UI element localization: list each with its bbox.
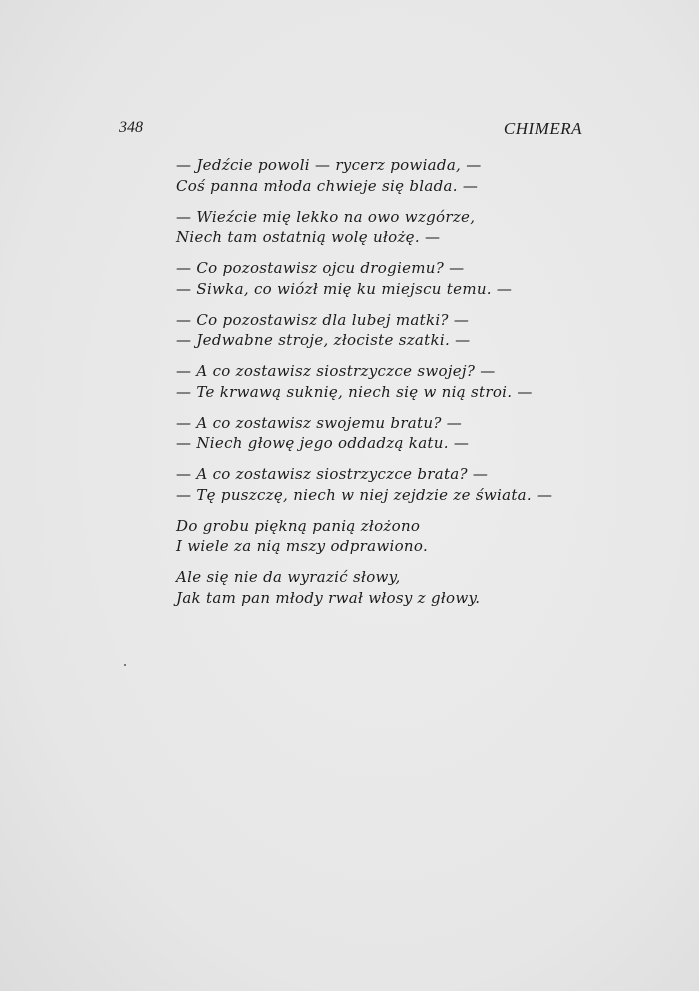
- stanza: [176, 413, 552, 454]
- stanza: [176, 464, 552, 505]
- paper-speck: [124, 664, 126, 666]
- verse-line: Coś panna młoda chwieje się blada. —: [176, 176, 479, 195]
- verse-line: — Siwka, co wiózł mię ku miejscu temu. —: [176, 279, 513, 298]
- verse-line: — Te krwawą suknię, niech się w nią stroi. —: [176, 382, 533, 401]
- verse-line: — Co pozostawisz dla lubej matki? —: [176, 310, 470, 329]
- verse-line: Do grobu piękną panią złożono: [176, 516, 421, 535]
- verse-line: — Wieźcie mię lekko na owo wzgórze,: [176, 207, 476, 226]
- running-title: CHIMERA: [503, 119, 582, 138]
- verse-line: — A co zostawisz siostrzyczce brata? —: [176, 465, 489, 483]
- verse-line: — Jedźcie powoli — rycerz powiada, —: [176, 156, 482, 174]
- verse-line: — Jedwabne stroje, złociste szatki. —: [176, 331, 471, 349]
- stanza: [176, 567, 552, 608]
- verse-line: Niech tam ostatnią wolę ułożę. —: [176, 228, 441, 246]
- poem: [176, 155, 552, 619]
- page-number: 348: [119, 119, 143, 136]
- verse-line: — Niech głowę jego oddadzą katu. —: [176, 434, 470, 452]
- stanza: [176, 207, 552, 248]
- verse-line: Jak tam pan młody rwał włosy z głowy.: [176, 588, 481, 607]
- verse-line: — A co zostawisz siostrzyczce swojej? —: [176, 362, 496, 380]
- stanza: [176, 310, 552, 351]
- stanza: [176, 155, 552, 196]
- verse-line: Ale się nie da wyrazić słowy,: [176, 568, 401, 586]
- verse-line: — Tę puszczę, niech w niej zejdzie ze świata. —: [176, 485, 553, 504]
- stanza: [176, 361, 552, 402]
- stanza: [176, 516, 552, 557]
- stanza: [176, 258, 552, 299]
- verse-line: — A co zostawisz swojemu bratu? —: [176, 413, 463, 432]
- verse-line: I wiele za nią mszy odprawiono.: [176, 537, 429, 555]
- verse-line: — Co pozostawisz ojcu drogiemu? —: [176, 259, 465, 277]
